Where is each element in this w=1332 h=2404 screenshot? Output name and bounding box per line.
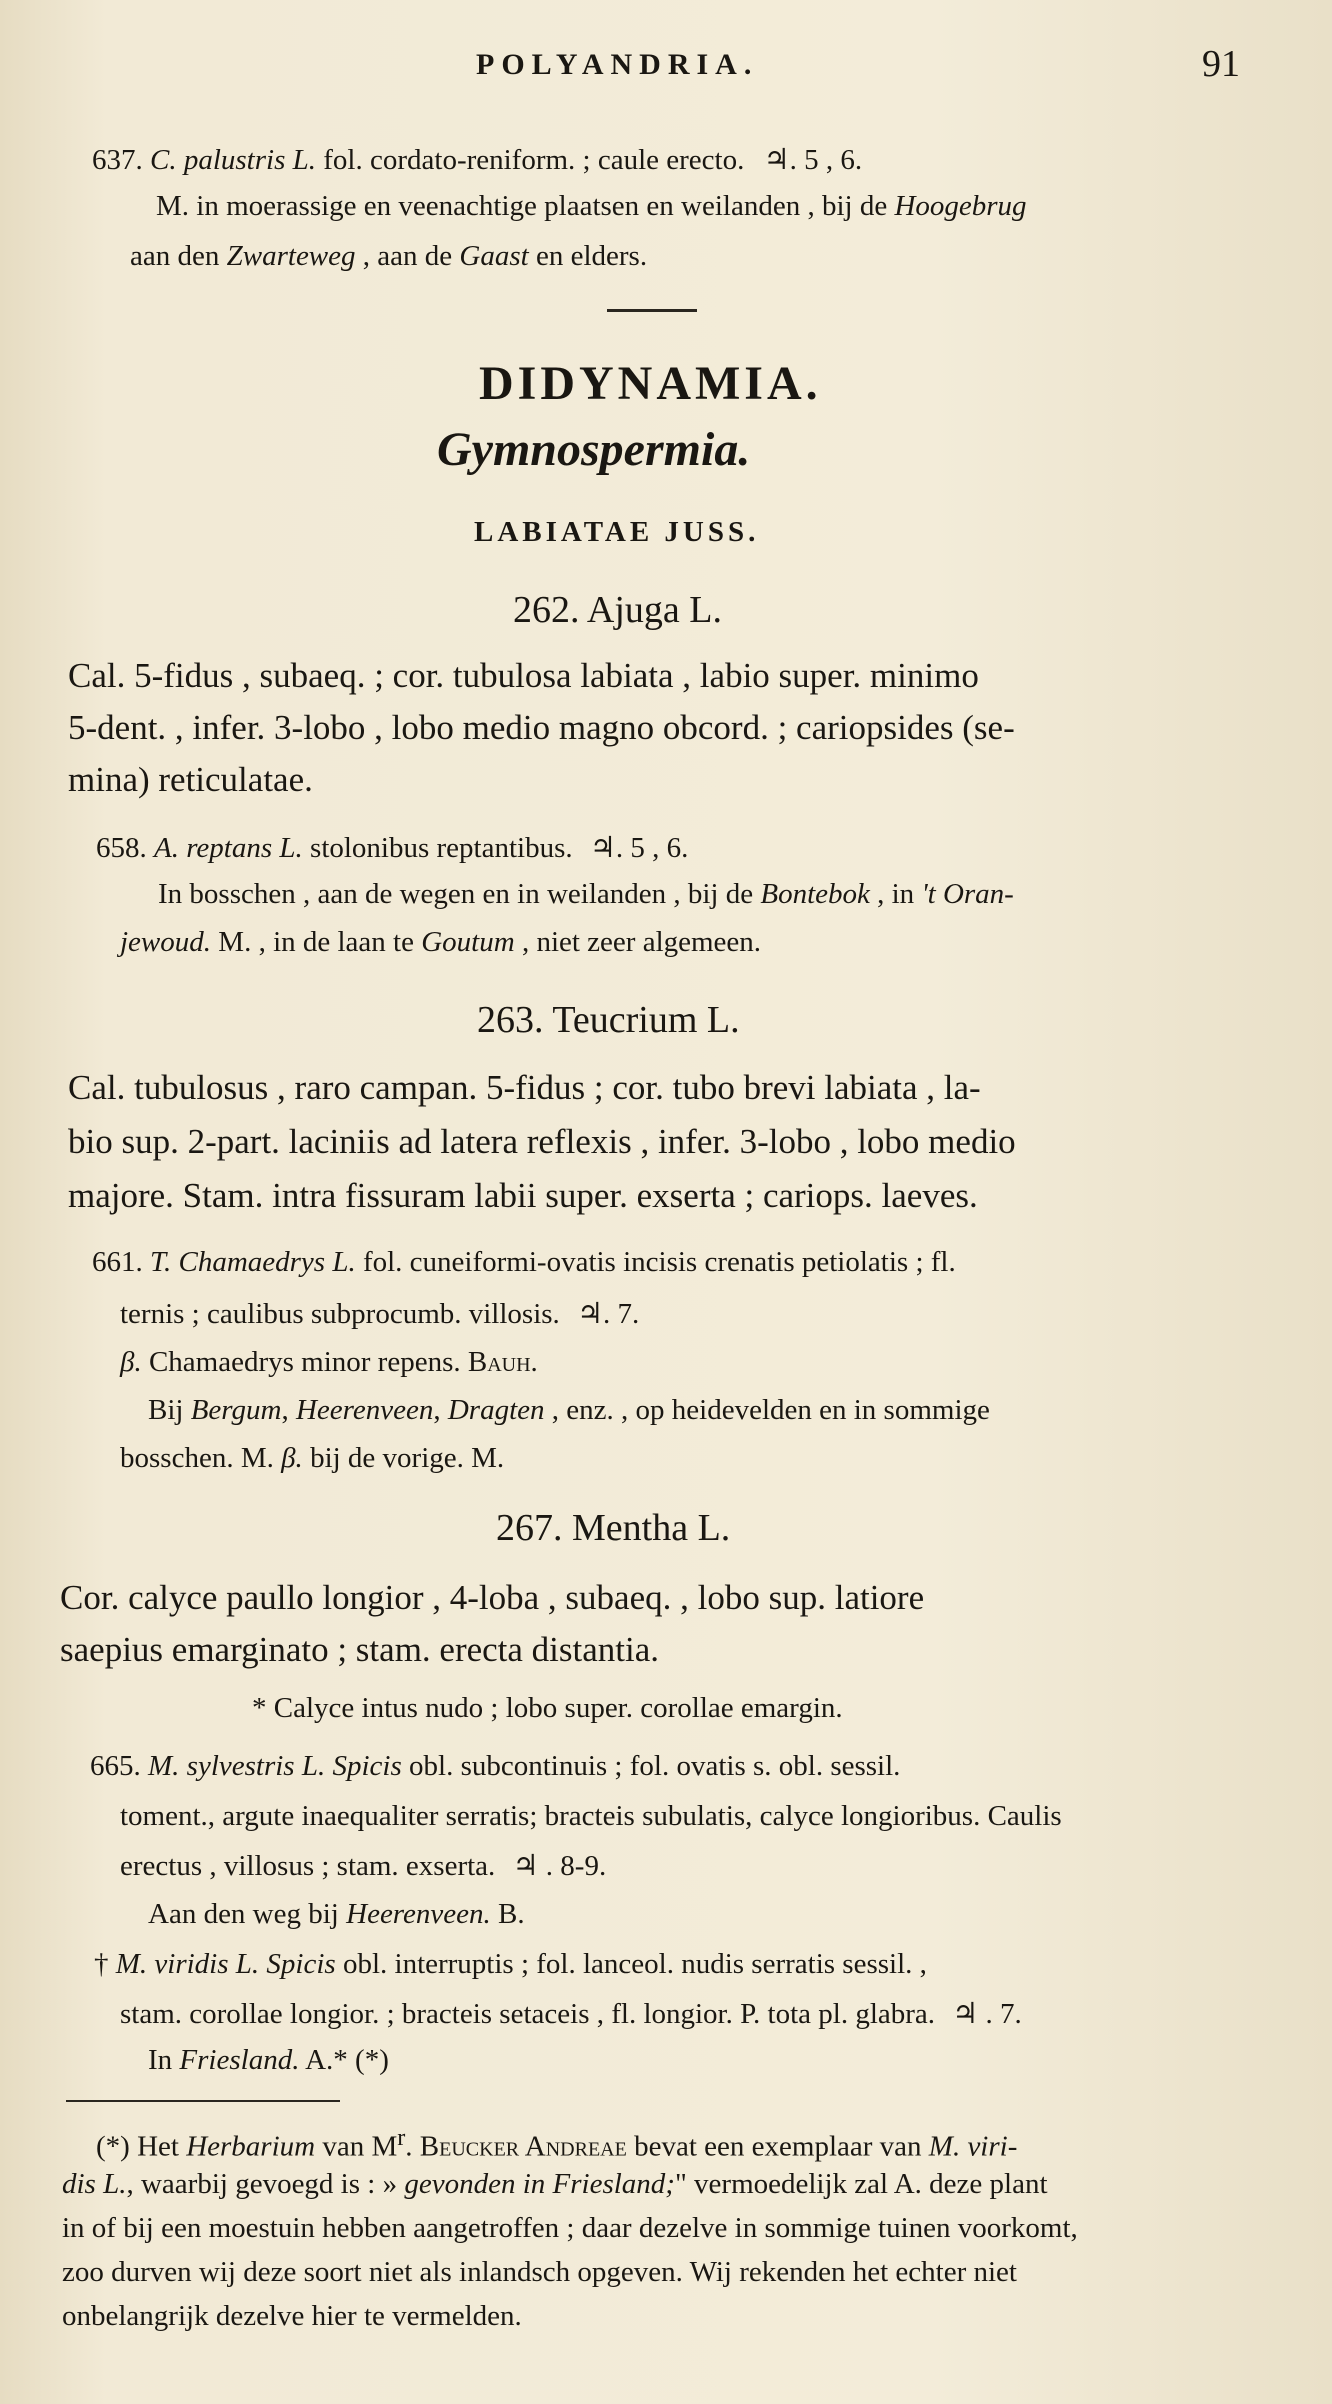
running-header: POLYANDRIA. [476, 48, 759, 81]
dagger-mark: † [94, 1948, 109, 1980]
entry-661-line-4: Bij Bergum, Heerenveen, Dragten , enz. , op heidevelden en in sommige [148, 1394, 990, 1426]
entry-665-line-4 [148, 1898, 525, 1931]
footnote-line-2 [62, 2168, 1048, 2201]
variety-author: Bauh. [467, 1346, 538, 1378]
species-description: ternis ; caulibus subprocumb. villosis. [120, 1298, 560, 1330]
entry-661-line-5 [120, 1442, 504, 1475]
genus-263-description-line-2: bio sup. 2-part. laciniis ad latera reflexis , infer. 3-lobo , lobo medio [68, 1122, 1016, 1161]
subgroup-note: * Calyce intus nudo ; lobo super. corollae emargin. [252, 1692, 843, 1724]
species-description: fol. cordato-reniform. ; caule erecto. [323, 144, 745, 176]
entry-661-variety [120, 1346, 538, 1379]
footnote-line-4: zoo durven wij deze soort niet als inlandsch opgeven. Wij rekenden het echter niet [62, 2256, 1017, 2288]
entry-637-line-2 [156, 190, 1027, 223]
footnote-text: " vermoedelijk zal A. deze plant [674, 2168, 1048, 2200]
species-name: M. sylvestris [148, 1750, 295, 1782]
species-description: Spicis [266, 1948, 336, 1980]
genus-267-heading: 267. Mentha L. [496, 1507, 731, 1549]
locality-text: Aan den weg bij [148, 1898, 339, 1930]
genus-263-description-line-3: majore. Stam. intra fissuram labii super. exserta ; cariops. laeves. [68, 1176, 978, 1215]
entry-665-line-2: toment., argute inaequaliter serratis; bracteis subulatis, calyce longioribus. Caulis [120, 1800, 1062, 1832]
genus-267-description-line-1: Cor. calyce paullo longior , 4-loba , subaeq. , lobo sup. latiore [60, 1578, 925, 1617]
place-name: Heerenveen. [346, 1898, 491, 1930]
entry-number: 658. [96, 832, 147, 864]
perennial-symbol: ♃. 5 , 6. [763, 144, 863, 176]
perennial-symbol: ♃. 7. [577, 1298, 640, 1330]
genus-263-description-line-1: Cal. tubulosus , raro campan. 5-fidus ; cor. tubo brevi labiata , la- [68, 1068, 981, 1107]
entry-number: 637. [92, 144, 143, 176]
species-author: L. [332, 1246, 356, 1278]
place-name: 't Oran- [921, 878, 1014, 910]
beta-symbol: β. [281, 1442, 303, 1474]
species-author: L. [235, 1948, 260, 1980]
entry-number: 665. [90, 1750, 141, 1782]
species-name: T. Chamaedrys [150, 1246, 326, 1278]
footnote-text: , waarbij gevoegd is : » [126, 2168, 398, 2200]
footnote-text: dis L. [62, 2168, 127, 2200]
place-name: Friesland. [179, 2044, 300, 2076]
subsection-title: Gymnospermia. [437, 423, 751, 476]
species-description: stolonibus reptantibus. [310, 832, 573, 864]
place-name: Bergum [190, 1394, 282, 1426]
perennial-symbol: ♃ . 8-9. [512, 1850, 607, 1882]
beta-symbol: β. [120, 1346, 142, 1378]
genus-262-description-line-1: Cal. 5-fidus , subaeq. ; cor. tubulosa labiata , labio super. minimo [68, 656, 979, 695]
species-author: L. [279, 832, 303, 864]
footnote-text: bevat een exemplaar van [634, 2130, 922, 2163]
locality-text: bij de vorige. M. [310, 1442, 505, 1474]
entry-665-line-3 [120, 1848, 606, 1883]
locality-text: Bij [148, 1394, 184, 1426]
footnote-text: . Beucker Andreae [405, 2130, 627, 2163]
entry-658-line-1 [96, 830, 688, 865]
family-title: LABIATAE JUSS. [474, 516, 760, 548]
place-name: Hoogebrug [894, 190, 1027, 222]
perennial-symbol: ♃. 5 , 6. [589, 832, 689, 864]
footnote-text: Herbarium [186, 2130, 316, 2163]
entry-658-line-2 [158, 878, 1014, 911]
locality-text: aan den [130, 240, 220, 272]
place-name: Goutum [421, 926, 515, 958]
footnote-line-5: onbelangrijk dezelve hier te vermelden. [62, 2300, 522, 2332]
footnote-text: gevonden in Friesland; [404, 2168, 675, 2200]
entry-number: 661. [92, 1246, 143, 1278]
species-name: A. reptans [154, 832, 273, 864]
species-name: M. viridis [115, 1948, 229, 1980]
locality-text: , aan de [362, 240, 453, 272]
footnote-line-3: in of bij een moestuin hebben aangetroffen ; daar dezelve in sommige tuinen voorkomt, [62, 2212, 1078, 2244]
entry-658-line-3 [120, 926, 761, 959]
species-description: Spicis [332, 1750, 402, 1782]
place-name: Dragten [447, 1394, 545, 1426]
footnote-text: r [397, 2124, 406, 2151]
locality-text: , enz. , op heidevelden en in sommige [551, 1394, 990, 1426]
species-description: obl. interruptis ; fol. lanceol. nudis serratis sessil. , [342, 1948, 927, 1980]
locality-text: en elders. [535, 240, 648, 272]
entry-665-line-1 [90, 1750, 900, 1783]
entry-viridis-line-2 [120, 1996, 1022, 2031]
locality-text: A.* (*) [305, 2044, 389, 2076]
locality-text: M. , in de laan te [218, 926, 414, 958]
footnote-line-1 [96, 2124, 1017, 2164]
entry-viridis-line-1 [94, 1948, 927, 1981]
page-number: 91 [1202, 43, 1240, 85]
entry-661-line-1 [92, 1246, 956, 1279]
species-author: L. [301, 1750, 326, 1782]
species-description: stam. corollae longior. ; bracteis setaceis , fl. longior. P. tota pl. glabra. [120, 1998, 936, 2030]
place-name: Gaast [459, 240, 529, 272]
genus-262-description-line-3: mina) reticulatae. [68, 760, 313, 799]
locality-text: , niet zeer algemeen. [521, 926, 762, 958]
footnote-text: van M [322, 2130, 398, 2163]
locality-text: bosschen. M. [120, 1442, 274, 1474]
species-name: C. palustris [150, 144, 286, 176]
species-description: fol. cuneiformi-ovatis incisis crenatis petiolatis ; fl. [362, 1246, 956, 1278]
place-name: jewoud. [120, 926, 212, 958]
place-name: Zwarteweg [226, 240, 356, 272]
perennial-symbol: ♃ . 7. [952, 1998, 1022, 2030]
place-name: Bontebok [760, 878, 870, 910]
footnote-text: M. viri- [928, 2130, 1018, 2163]
locality-text: In [148, 2044, 173, 2076]
section-title: DIDYNAMIA. [479, 357, 822, 410]
footnote-text: (*) Het [96, 2130, 179, 2163]
section-divider [607, 309, 697, 312]
entry-viridis-line-3 [148, 2044, 389, 2077]
locality-text: M. in moerassige en veenachtige plaatsen en weilanden , bij de [156, 190, 888, 222]
genus-267-description-line-2: saepius emarginato ; stam. erecta distantia. [60, 1630, 660, 1669]
species-description: obl. subcontinuis ; fol. ovatis s. obl. sessil. [409, 1750, 901, 1782]
species-author: L. [292, 144, 317, 176]
locality-text: In bosschen , aan de wegen en in weilanden , bij de [158, 878, 754, 910]
entry-637-line-3 [130, 240, 647, 273]
entry-661-line-2 [120, 1296, 639, 1331]
footnote-divider [66, 2100, 340, 2102]
species-description: erectus , villosus ; stam. exserta. [120, 1850, 496, 1882]
variety-name: Chamaedrys minor repens. [148, 1346, 461, 1378]
locality-text: B. [498, 1898, 525, 1930]
entry-637-line-1 [92, 142, 862, 177]
genus-262-heading: 262. Ajuga L. [513, 589, 722, 631]
locality-text: , in [877, 878, 915, 910]
genus-263-heading: 263. Teucrium L. [477, 999, 740, 1041]
place-name: Heerenveen [295, 1394, 434, 1426]
genus-262-description-line-2: 5-dent. , infer. 3-lobo , lobo medio magno obcord. ; cariopsides (se- [68, 708, 1015, 747]
